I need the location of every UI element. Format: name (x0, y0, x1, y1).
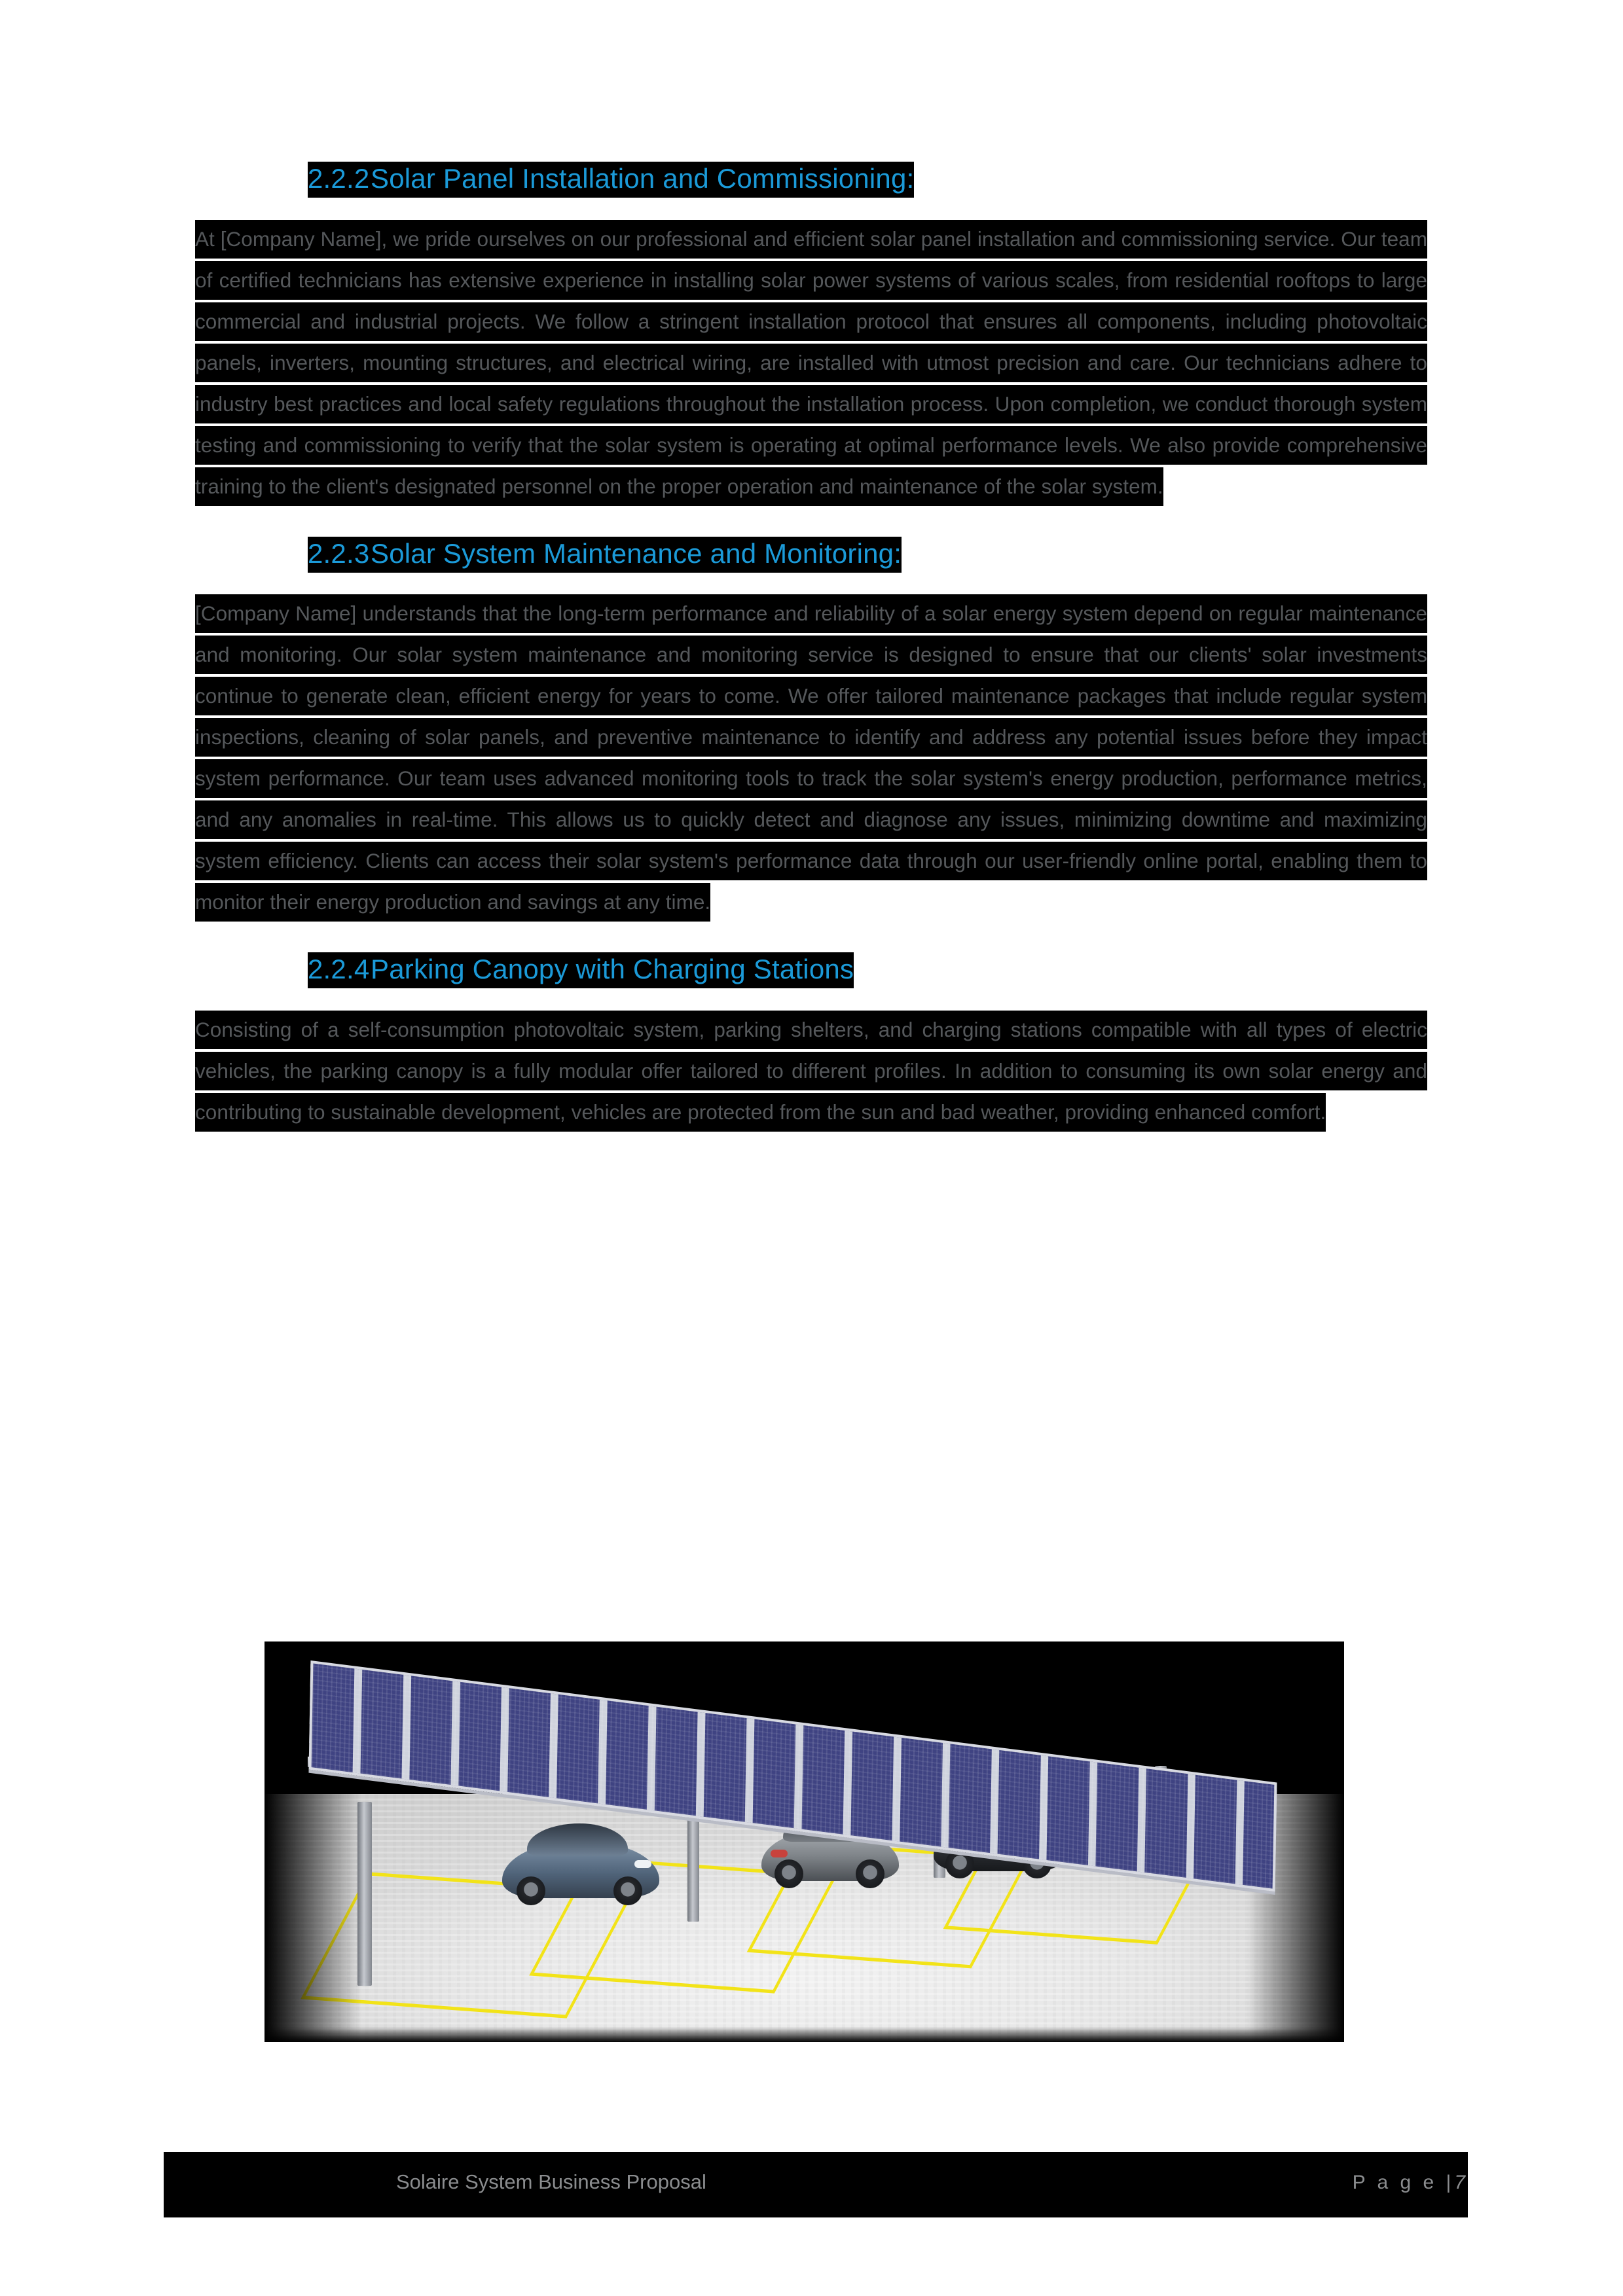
footer-page-indicator (1353, 2172, 1465, 2194)
paragraph-2-2-3 (195, 593, 1427, 923)
heading-2-2-2-title: Solar Panel Installation and Commissioning: (371, 163, 915, 194)
canopy-support-column (357, 1802, 372, 1986)
footer-page-number: 7 (1454, 2172, 1465, 2193)
footer-document-title: Solaire System Business Proposal (396, 2170, 706, 2193)
solar-parking-canopy-image (264, 1641, 1344, 2042)
paragraph-2-2-3-text: [Company Name] understands that the long-term performance and reliability of a solar energy system depend on regular maintenance and monitoring. Our solar system maintenance and monitoring service is designed to ensure that our clients' solar investments continue to generate clean, efficient energy for years to come. We offer tailored maintenance packages that include regular system inspections, cleaning of solar panels, and preventive maintenance to identify and address any potential issues before they impact system performance. Our team uses advanced monitoring tools to track the solar system's energy production, performance metrics, and any anomalies in real-time. This allows us to quickly detect and diagnose any issues, minimizing downtime and maximizing system efficiency. Clients can access their solar system's performance data through our user-friendly online portal, enabling them to monitor their energy production and savings at any time. (195, 594, 1427, 922)
heading-2-2-3-title: Solar System Maintenance and Monitoring: (371, 537, 902, 569)
heading-2-2-4-title: Parking Canopy with Charging Stations (371, 954, 854, 985)
render-scene (264, 1641, 1344, 2042)
car-wheel (775, 1859, 803, 1888)
heading-2-2-4 (308, 953, 1427, 986)
heading-2-2-3 (308, 537, 1427, 570)
car-headlight (634, 1860, 651, 1868)
heading-2-2-2-number: 2.2.2 (308, 163, 370, 194)
car-wheel (517, 1876, 545, 1905)
paragraph-2-2-2 (195, 219, 1427, 507)
heading-2-2-2 (308, 162, 1427, 195)
car-wheel (856, 1859, 884, 1888)
paragraph-2-2-2-text: At [Company Name], we pride ourselves on our professional and efficient solar panel installation and commissioning service. Our team of certified technicians has extensive experience in installing solar power systems of various scales, from residential rooftops to large commercial and industrial projects. We follow a stringent installation protocol that ensures all components, including photovoltaic panels, inverters, mounting structures, and electrical wiring, are installed with utmost precision and care. Our technicians adhere to industry best practices and local safety regulations throughout the installation process. Upon completion, we conduct thorough system testing and commissioning to verify that the solar system is operating at optimal performance levels. We also provide comprehensive training to the client's designated personnel on the proper operation and maintenance of the solar system. (195, 220, 1427, 506)
car-wheel (613, 1876, 642, 1905)
paragraph-2-2-4 (195, 1009, 1427, 1133)
footer-page-label: P a g e | (1352, 2172, 1455, 2193)
paragraph-2-2-4-text: Consisting of a self-consumption photovoltaic system, parking shelters, and charging stations compatible with all types of electric vehicles, the parking canopy is a fully modular offer tailored to different profiles. In addition to consuming its own solar energy and contributing to sustainable development, vehicles are protected from the sun and bad weather, providing enhanced comfort. (195, 1011, 1427, 1132)
heading-2-2-4-number: 2.2.4 (308, 954, 370, 985)
heading-2-2-3-number: 2.2.3 (308, 537, 370, 569)
page-footer (164, 2155, 1468, 2217)
car-taillight (771, 1850, 788, 1857)
